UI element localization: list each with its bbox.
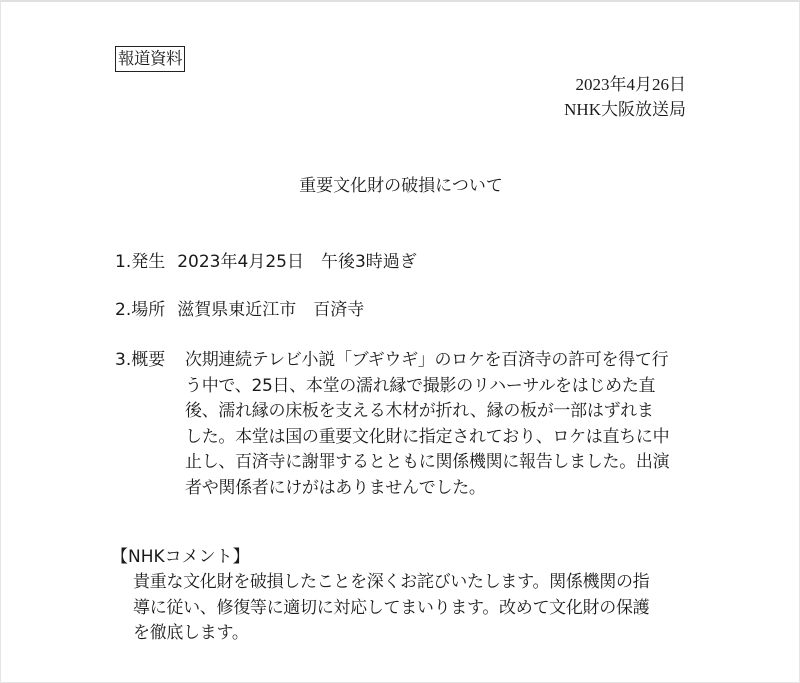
document-title: 重要文化財の破損について [299, 176, 503, 196]
item-occurrence [115, 250, 417, 274]
item-number: 3.概要 [115, 350, 166, 370]
comment-heading: 【NHKコメント】 [111, 547, 250, 567]
item-number: 2.場所 [115, 300, 166, 320]
overview-line: 次期連続テレビ小説「ブギウギ」のロケを百済寺の許可を得て行 [185, 350, 669, 370]
overview-line: う中で、25日、本堂の濡れ縁で撮影のリハーサルをはじめた直 [185, 375, 656, 396]
press-material-label: 報道資料 [115, 46, 185, 72]
item-content: 滋賀県東近江市 百済寺 [177, 300, 365, 320]
item-content: 2023年4月25日 午後3時過ぎ [177, 252, 417, 272]
overview-line: 者や関係者にけがはありませんでした。 [185, 477, 486, 498]
overview-line: 止し、百済寺に謝罪するとともに関係機関に報告しました。出演 [185, 452, 670, 473]
comment-line: 導に従い、修復等に適切に対応してまいります。改めて文化財の保護 [133, 597, 650, 618]
overview-line: 後、濡れ縁の床板を支える木材が折れ、縁の板が一部はずれま [185, 401, 654, 422]
issuer-text: NHK大阪放送局 [564, 100, 686, 119]
item-number: 1.発生 [115, 252, 166, 272]
item-location [115, 298, 364, 322]
issuer-name [564, 98, 686, 122]
comment-line: 貴重な文化財を破損したことを深くお詫びいたします。関係機関の指 [133, 572, 650, 592]
comment-text [133, 570, 649, 647]
comment-line: を徹底します。 [133, 623, 249, 643]
overview-line: した。本堂は国の重要文化財に指定されており、ロケは直ちに中 [185, 426, 670, 447]
release-date: 2023年4月26日 [575, 75, 686, 94]
overview-text [185, 348, 695, 502]
